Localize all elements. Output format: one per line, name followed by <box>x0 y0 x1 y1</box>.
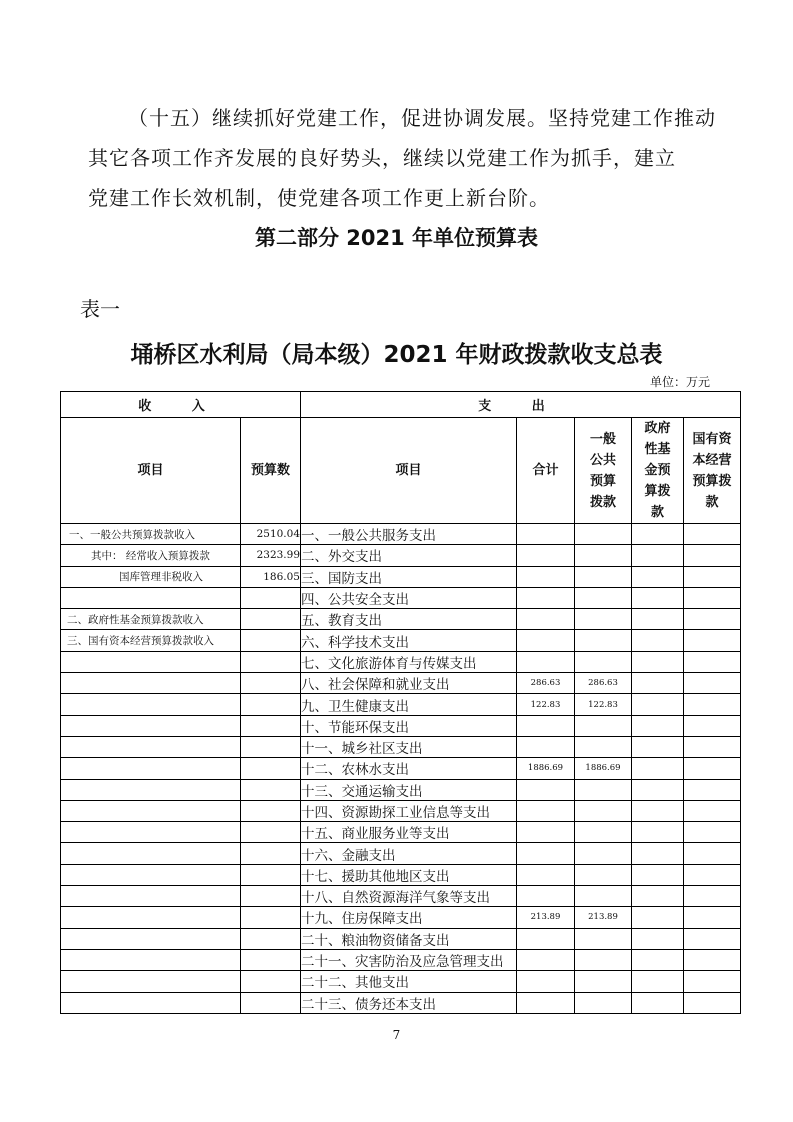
state-capital-cell <box>684 651 741 672</box>
fund-budget-cell <box>632 673 684 694</box>
unit-label: 单位：万元 <box>649 375 710 389</box>
fund-budget-cell <box>632 609 684 630</box>
income-value-cell <box>241 694 301 715</box>
general-budget-cell <box>575 779 632 800</box>
table-row <box>61 694 741 715</box>
general-budget-cell <box>575 524 632 545</box>
paragraph-line: 其它各项工作齐发展的良好势头，继续以党建工作为抓手，建立 <box>88 146 676 170</box>
fund-budget-cell <box>632 779 684 800</box>
income-item-cell <box>61 928 241 949</box>
header-state-capital-text: 国有资本经营预算拨款 <box>692 431 732 510</box>
income-value-cell <box>241 651 301 672</box>
general-budget-cell <box>575 971 632 992</box>
state-capital-cell <box>684 779 741 800</box>
expense-item-cell: 七、文化旅游体育与传媒支出 <box>301 651 517 672</box>
income-value-cell: 2510.04 <box>241 524 301 545</box>
general-budget-cell <box>575 715 632 736</box>
income-item-cell <box>61 587 241 608</box>
total-cell <box>517 800 575 821</box>
expense-group-header: 支 出 <box>301 392 741 418</box>
state-capital-cell <box>684 758 741 779</box>
total-cell <box>517 630 575 651</box>
table-row <box>61 566 741 587</box>
income-value-cell <box>241 928 301 949</box>
state-capital-cell <box>684 673 741 694</box>
state-capital-cell <box>684 992 741 1013</box>
income-value-cell <box>241 800 301 821</box>
expense-item-cell: 十六、金融支出 <box>301 843 517 864</box>
table-row <box>61 630 741 651</box>
general-budget-cell <box>575 587 632 608</box>
state-capital-cell <box>684 907 741 928</box>
expense-item-cell: 八、社会保障和就业支出 <box>301 673 517 694</box>
table-row <box>61 928 741 949</box>
table-row <box>61 949 741 970</box>
total-cell <box>517 864 575 885</box>
income-item-cell <box>61 907 241 928</box>
income-value-cell <box>241 864 301 885</box>
income-item-cell <box>61 864 241 885</box>
fund-budget-cell <box>632 566 684 587</box>
fund-budget-cell <box>632 587 684 608</box>
general-budget-cell: 286.63 <box>575 673 632 694</box>
general-budget-cell <box>575 864 632 885</box>
header-item-income: 项目 <box>61 418 241 524</box>
general-budget-cell <box>575 566 632 587</box>
expense-item-cell: 九、卫生健康支出 <box>301 694 517 715</box>
state-capital-cell <box>684 545 741 566</box>
general-budget-cell <box>575 651 632 672</box>
income-item-cell: 其中： 经常收入预算拨款 <box>61 545 241 566</box>
state-capital-cell <box>684 587 741 608</box>
table-row <box>61 971 741 992</box>
group-header-row <box>61 392 741 418</box>
header-fund-budget-text: 政府性基金预算拨款 <box>644 421 671 520</box>
expense-item-cell: 十八、自然资源海洋气象等支出 <box>301 886 517 907</box>
income-item-cell: 一、一般公共预算拨款收入 <box>61 524 241 545</box>
general-budget-cell <box>575 800 632 821</box>
income-item-cell <box>61 800 241 821</box>
general-budget-cell: 213.89 <box>575 907 632 928</box>
income-value-cell <box>241 736 301 757</box>
table-row <box>61 822 741 843</box>
table-row <box>61 545 741 566</box>
total-cell: 122.83 <box>517 694 575 715</box>
total-cell: 213.89 <box>517 907 575 928</box>
budget-table <box>60 391 741 1014</box>
page-number: 7 <box>392 1028 401 1042</box>
column-header-row <box>61 418 741 524</box>
income-item-cell <box>61 758 241 779</box>
income-item-cell: 二、政府性基金预算拨款收入 <box>61 609 241 630</box>
income-value-cell <box>241 886 301 907</box>
fund-budget-cell <box>632 843 684 864</box>
total-cell <box>517 886 575 907</box>
income-group-header: 收 入 <box>61 392 301 418</box>
paragraph-line: （十五）继续抓好党建工作，促进协调发展。坚持党建工作推动 <box>128 106 716 130</box>
fund-budget-cell <box>632 630 684 651</box>
general-budget-cell <box>575 545 632 566</box>
income-value-cell <box>241 949 301 970</box>
expense-item-cell: 六、科学技术支出 <box>301 630 517 651</box>
state-capital-cell <box>684 971 741 992</box>
state-capital-cell <box>684 822 741 843</box>
total-cell <box>517 715 575 736</box>
header-fund-budget <box>632 418 684 524</box>
header-item-expense: 项目 <box>301 418 517 524</box>
general-budget-cell <box>575 822 632 843</box>
total-cell: 1886.69 <box>517 758 575 779</box>
header-general-budget <box>575 418 632 524</box>
table-row <box>61 864 741 885</box>
general-budget-cell <box>575 630 632 651</box>
fund-budget-cell <box>632 715 684 736</box>
total-cell <box>517 651 575 672</box>
expense-item-cell: 十七、援助其他地区支出 <box>301 864 517 885</box>
income-item-cell <box>61 651 241 672</box>
state-capital-cell <box>684 630 741 651</box>
table-row <box>61 800 741 821</box>
fund-budget-cell <box>632 524 684 545</box>
income-value-cell: 186.05 <box>241 566 301 587</box>
income-value-cell <box>241 715 301 736</box>
general-budget-cell <box>575 949 632 970</box>
income-item-cell <box>61 886 241 907</box>
total-cell <box>517 524 575 545</box>
table-row <box>61 736 741 757</box>
state-capital-cell <box>684 928 741 949</box>
income-value-cell <box>241 779 301 800</box>
fund-budget-cell <box>632 886 684 907</box>
general-budget-cell <box>575 609 632 630</box>
income-value-cell <box>241 758 301 779</box>
paragraph-line: 党建工作长效机制，使党建各项工作更上新台阶。 <box>88 186 550 210</box>
intro-paragraph <box>88 98 728 218</box>
state-capital-cell <box>684 736 741 757</box>
state-capital-cell <box>684 949 741 970</box>
income-item-cell <box>61 949 241 970</box>
income-value-cell: 2323.99 <box>241 545 301 566</box>
fund-budget-cell <box>632 694 684 715</box>
table-row <box>61 992 741 1013</box>
state-capital-cell <box>684 843 741 864</box>
income-item-cell: 国库管理非税收入 <box>61 566 241 587</box>
total-cell <box>517 566 575 587</box>
total-cell <box>517 822 575 843</box>
expense-item-cell: 二十一、灾害防治及应急管理支出 <box>301 949 517 970</box>
fund-budget-cell <box>632 822 684 843</box>
total-cell <box>517 609 575 630</box>
total-cell <box>517 779 575 800</box>
income-value-cell <box>241 907 301 928</box>
fund-budget-cell <box>632 736 684 757</box>
fund-budget-cell <box>632 907 684 928</box>
expense-item-cell: 十三、交通运输支出 <box>301 779 517 800</box>
income-item-cell <box>61 843 241 864</box>
table-row <box>61 673 741 694</box>
table-row <box>61 843 741 864</box>
expense-item-cell: 十二、农林水支出 <box>301 758 517 779</box>
state-capital-cell <box>684 566 741 587</box>
general-budget-cell: 122.83 <box>575 694 632 715</box>
income-item-cell <box>61 779 241 800</box>
table-row <box>61 779 741 800</box>
general-budget-cell: 1886.69 <box>575 758 632 779</box>
table-row <box>61 758 741 779</box>
income-item-cell <box>61 694 241 715</box>
state-capital-cell <box>684 886 741 907</box>
fund-budget-cell <box>632 992 684 1013</box>
total-cell <box>517 736 575 757</box>
fund-budget-cell <box>632 928 684 949</box>
expense-item-cell: 一、一般公共服务支出 <box>301 524 517 545</box>
expense-item-cell: 二十三、债务还本支出 <box>301 992 517 1013</box>
general-budget-cell <box>575 736 632 757</box>
fund-budget-cell <box>632 864 684 885</box>
general-budget-cell <box>575 843 632 864</box>
expense-item-cell: 五、教育支出 <box>301 609 517 630</box>
header-total: 合计 <box>517 418 575 524</box>
fund-budget-cell <box>632 651 684 672</box>
fund-budget-cell <box>632 545 684 566</box>
expense-item-cell: 十九、住房保障支出 <box>301 907 517 928</box>
state-capital-cell <box>684 524 741 545</box>
expense-item-cell: 二十、粮油物资储备支出 <box>301 928 517 949</box>
income-item-cell <box>61 673 241 694</box>
table-row <box>61 651 741 672</box>
expense-item-cell: 四、公共安全支出 <box>301 587 517 608</box>
total-cell <box>517 545 575 566</box>
income-value-cell <box>241 843 301 864</box>
state-capital-cell <box>684 864 741 885</box>
expense-item-cell: 二、外交支出 <box>301 545 517 566</box>
fund-budget-cell <box>632 971 684 992</box>
expense-item-cell: 三、国防支出 <box>301 566 517 587</box>
total-cell: 286.63 <box>517 673 575 694</box>
income-value-cell <box>241 609 301 630</box>
expense-item-cell: 二十二、其他支出 <box>301 971 517 992</box>
income-value-cell <box>241 673 301 694</box>
total-cell <box>517 992 575 1013</box>
income-value-cell <box>241 822 301 843</box>
total-cell <box>517 587 575 608</box>
expense-item-cell: 十一、城乡社区支出 <box>301 736 517 757</box>
income-item-cell <box>61 971 241 992</box>
total-cell <box>517 949 575 970</box>
general-budget-cell <box>575 886 632 907</box>
income-item-cell <box>61 715 241 736</box>
table-label: 表一 <box>80 297 120 321</box>
income-item-cell <box>61 822 241 843</box>
table-row <box>61 524 741 545</box>
fund-budget-cell <box>632 949 684 970</box>
total-cell <box>517 843 575 864</box>
table-row <box>61 715 741 736</box>
state-capital-cell <box>684 609 741 630</box>
general-budget-cell <box>575 928 632 949</box>
income-item-cell <box>61 992 241 1013</box>
header-budget: 预算数 <box>241 418 301 524</box>
table-body <box>61 524 741 1014</box>
fund-budget-cell <box>632 800 684 821</box>
state-capital-cell <box>684 715 741 736</box>
expense-item-cell: 十、节能环保支出 <box>301 715 517 736</box>
table-row <box>61 886 741 907</box>
expense-item-cell: 十四、资源勘探工业信息等支出 <box>301 800 517 821</box>
fund-budget-cell <box>632 758 684 779</box>
header-state-capital <box>684 418 741 524</box>
total-cell <box>517 928 575 949</box>
table-row <box>61 609 741 630</box>
income-item-cell: 三、国有资本经营预算拨款收入 <box>61 630 241 651</box>
table-row <box>61 587 741 608</box>
table-title: 埇桥区水利局（局本级）2021 年财政拨款收支总表 <box>130 342 663 368</box>
income-value-cell <box>241 992 301 1013</box>
state-capital-cell <box>684 800 741 821</box>
expense-item-cell: 十五、商业服务业等支出 <box>301 822 517 843</box>
table-row <box>61 907 741 928</box>
income-value-cell <box>241 630 301 651</box>
header-general-budget-text: 一般公共预算拨款 <box>589 431 616 510</box>
total-cell <box>517 971 575 992</box>
state-capital-cell <box>684 694 741 715</box>
general-budget-cell <box>575 992 632 1013</box>
section-title: 第二部分 2021 年单位预算表 <box>254 226 539 250</box>
income-item-cell <box>61 736 241 757</box>
income-value-cell <box>241 971 301 992</box>
income-value-cell <box>241 587 301 608</box>
